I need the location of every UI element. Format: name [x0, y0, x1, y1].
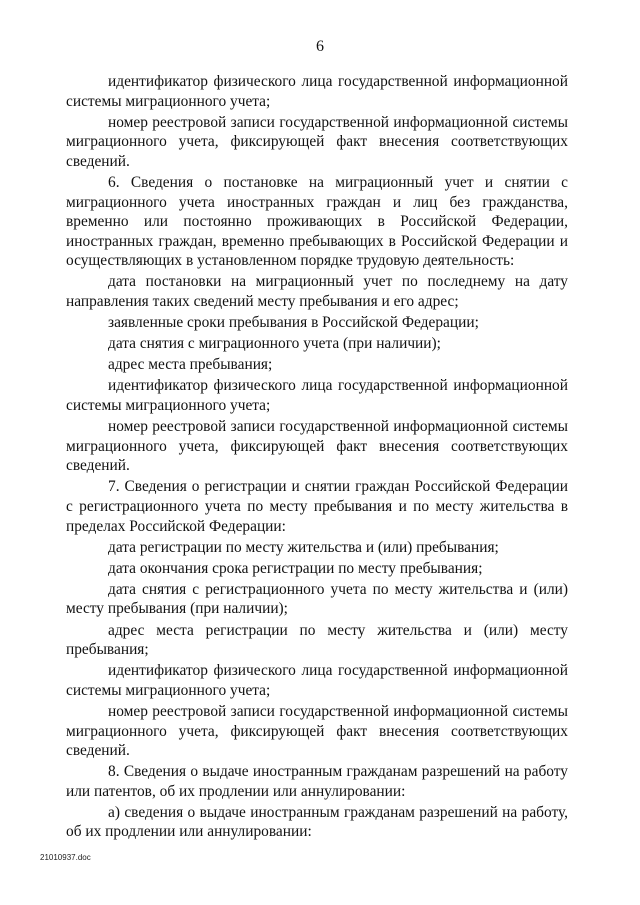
section-heading-7: 7. Сведения о регистрации и снятии граждан Российской Федерации с регистрационного учета по месту пребывания и по месту жительства в пределах Российской Федерации: [66, 478, 568, 535]
paragraph: номер реестровой записи государственной информационной системы миграционного учета, фиксирующей факт внесения соответствующих сведений. [66, 113, 568, 170]
paragraph: идентификатор физического лица государственной информационной системы миграционного учета; [66, 73, 568, 110]
paragraph: заявленные сроки пребывания в Российской Федерации; [108, 314, 479, 332]
paragraph: дата постановки на миграционный учет по последнему на дату направления таких сведений месту пребывания и его адрес; [66, 273, 568, 311]
paragraph: адрес места регистрации по месту жительства и (или) месту пребывания; [66, 621, 568, 659]
paragraph: дата окончания срока регистрации по месту пребывания; [108, 559, 483, 577]
paragraph: идентификатор физического лица государственной информационной системы миграционного учета; [66, 377, 568, 414]
section-heading-6: 6. Сведения о постановке на миграционный учет и снятии с миграционного учета иностранных граждан и лиц без гражданства, временно или постоянно проживающих в Российской Федерации, иностранных граждан, временно пребывающих в Российской Федерации и осуществляющих в установленном порядке трудовую деятельность: [66, 173, 568, 270]
footer-filename: 21010937.doc [40, 853, 91, 862]
document-body [66, 72, 568, 844]
paragraph: адрес места пребывания; [108, 356, 273, 374]
paragraph: номер реестровой записи государственной информационной системы миграционного учета, фиксирующей факт внесения соответствующих сведений. [66, 418, 568, 475]
paragraph: идентификатор физического лица государственной информационной системы миграционного учета; [66, 662, 568, 699]
page-number: 6 [316, 38, 324, 55]
subsection-heading-a: а) сведения о выдаче иностранным гражданам разрешений на работу, об их продлении или аннулировании: [66, 803, 568, 841]
paragraph: дата снятия с миграционного учета (при наличии); [108, 335, 441, 353]
paragraph: дата снятия с регистрационного учета по месту жительства и (или) месту пребывания (при наличии); [66, 580, 568, 618]
paragraph: дата регистрации по месту жительства и (или) пребывания; [108, 538, 499, 556]
paragraph: номер реестровой записи государственной информационной системы миграционного учета, фиксирующей факт внесения соответствующих сведений. [66, 702, 568, 760]
section-heading-8: 8. Сведения о выдаче иностранным гражданам разрешений на работу или патентов, об их продлении или аннулировании: [66, 763, 568, 800]
